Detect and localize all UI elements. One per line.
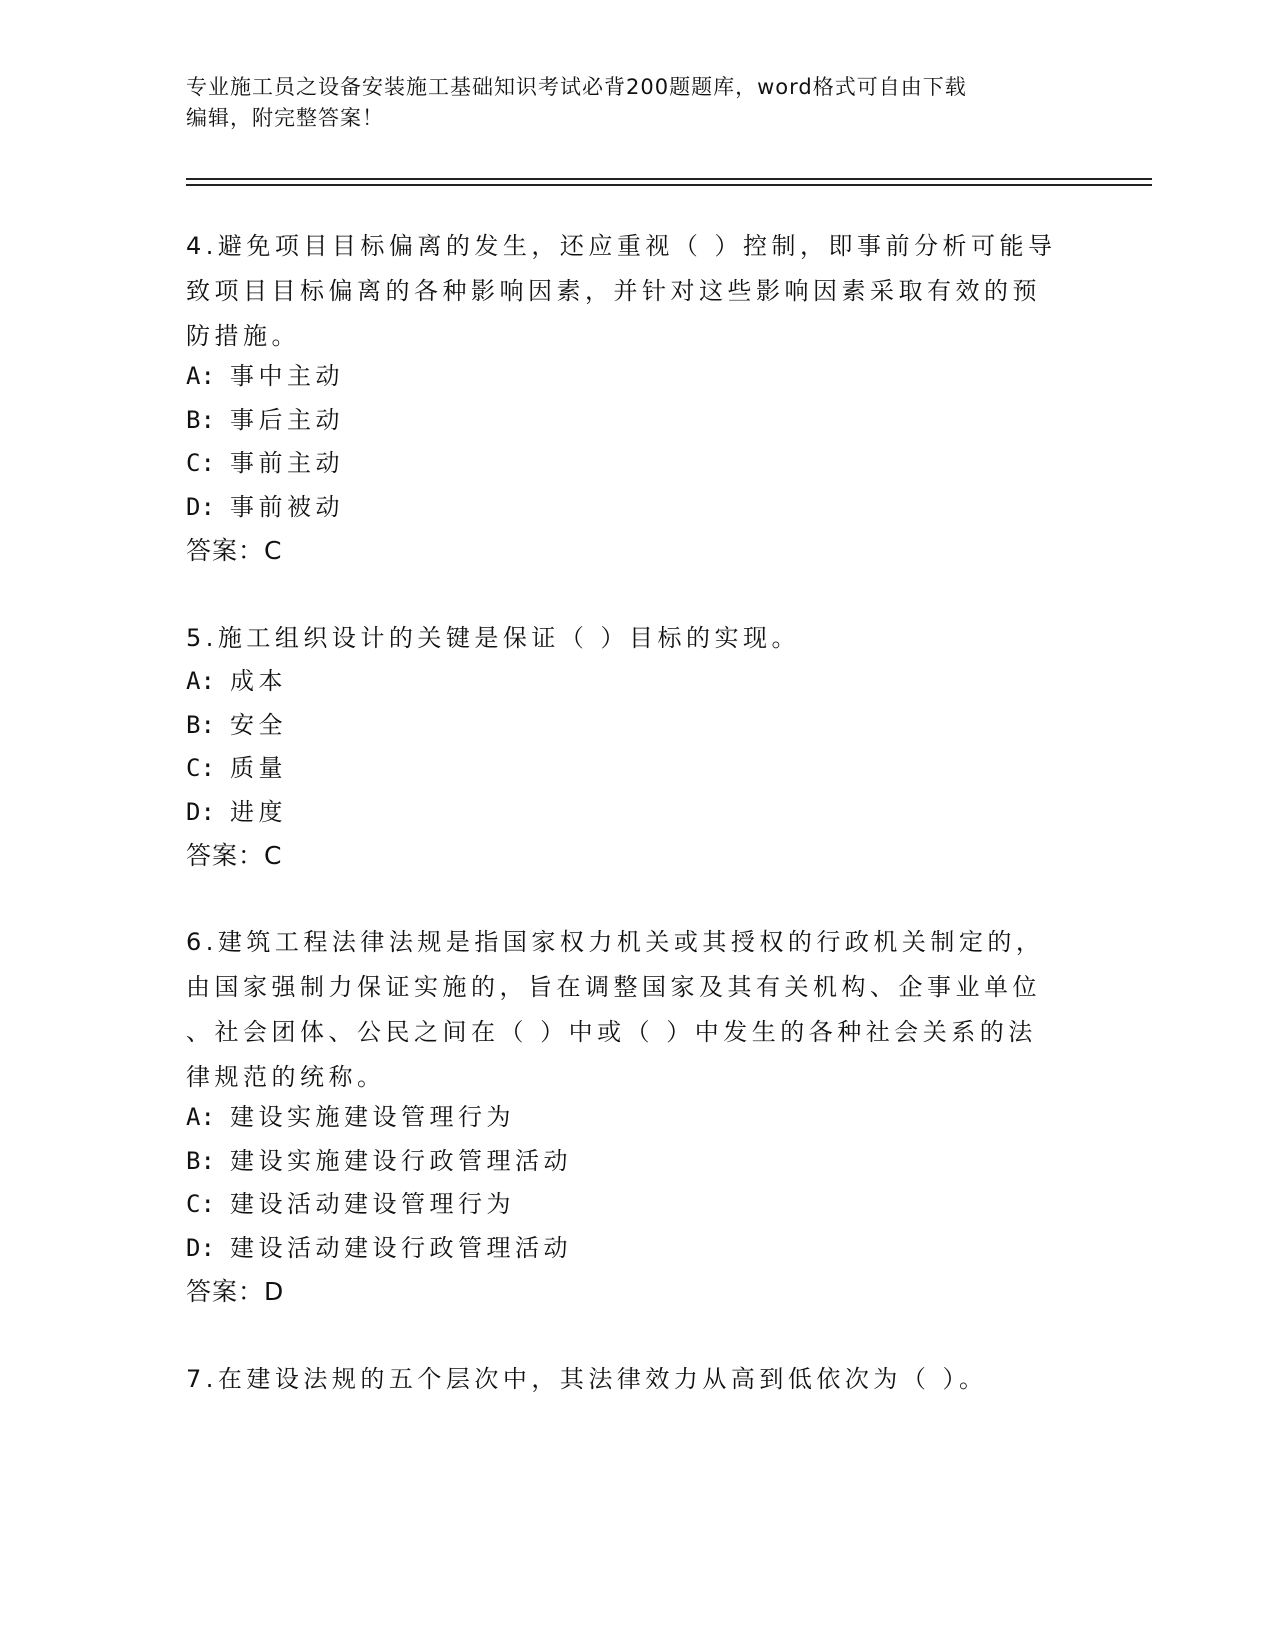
- header-line-2: 编辑，附完整答案！: [186, 106, 384, 130]
- option-label: A:: [186, 362, 215, 390]
- option-text: 成本: [230, 667, 287, 695]
- option-text: 质量: [230, 754, 287, 782]
- question-6-option-b: [186, 1139, 572, 1184]
- option-text: 进度: [230, 798, 287, 826]
- option-label: B:: [186, 711, 215, 739]
- question-line: 致项目目标偏离的各种影响因素，并针对这些影响因素采取有效的预: [186, 277, 1041, 305]
- document-header: [186, 72, 1086, 134]
- question-line: 、社会团体、公民之间在（ ）中或（ ）中发生的各种社会关系的法: [186, 1018, 1037, 1046]
- option-label: D:: [186, 1234, 215, 1262]
- question-5-answer: 答案：C: [186, 841, 283, 870]
- question-6-option-d: [186, 1226, 572, 1271]
- question-line: 防措施。: [186, 322, 300, 350]
- option-label: B:: [186, 1147, 215, 1175]
- question-line: 6.建筑工程法律法规是指国家权力机关或其授权的行政机关制定的，: [186, 928, 1045, 956]
- question-5-text: [186, 616, 1066, 661]
- question-5-option-d: [186, 790, 287, 835]
- question-line: 5.施工组织设计的关键是保证（ ）目标的实现。: [186, 624, 801, 652]
- question-line: 4.避免项目目标偏离的发生，还应重视（ ）控制，即事前分析可能导: [186, 232, 1057, 260]
- option-text: 建设实施建设行政管理活动: [230, 1147, 572, 1175]
- question-line: 7.在建设法规的五个层次中，其法律效力从高到低依次为（ ）。: [186, 1365, 988, 1393]
- option-text: 事前主动: [230, 449, 344, 477]
- question-6-option-a: [186, 1095, 515, 1140]
- question-4-option-d: [186, 485, 344, 530]
- option-text: 事中主动: [230, 362, 344, 390]
- option-label: A:: [186, 667, 215, 695]
- question-6-answer: 答案：D: [186, 1277, 285, 1306]
- option-text: 事后主动: [230, 406, 344, 434]
- option-text: 安全: [230, 711, 287, 739]
- question-5-option-c: [186, 746, 287, 791]
- header-line-1: 专业施工员之设备安装施工基础知识考试必背200题题库，word格式可自由下载: [186, 75, 967, 99]
- option-text: 建设活动建设行政管理活动: [230, 1234, 572, 1262]
- question-6-text: [186, 920, 1066, 1100]
- question-4-option-c: [186, 441, 344, 486]
- option-label: D:: [186, 493, 215, 521]
- question-4-option-a: [186, 354, 344, 399]
- option-label: C:: [186, 754, 215, 782]
- question-line: 由国家强制力保证实施的，旨在调整国家及其有关机构、企事业单位: [186, 973, 1041, 1001]
- question-4-answer: 答案：C: [186, 536, 283, 565]
- option-label: B:: [186, 406, 215, 434]
- question-4-text: [186, 224, 1066, 359]
- option-label: D:: [186, 798, 215, 826]
- option-text: 建设活动建设管理行为: [230, 1190, 515, 1218]
- question-7-text: [186, 1357, 1066, 1402]
- option-label: C:: [186, 449, 215, 477]
- option-label: C:: [186, 1190, 215, 1218]
- question-5-option-b: [186, 703, 287, 748]
- option-text: 事前被动: [230, 493, 344, 521]
- question-6-option-c: [186, 1182, 515, 1227]
- header-divider-top: [186, 178, 1152, 180]
- question-4-option-b: [186, 398, 344, 443]
- option-text: 建设实施建设管理行为: [230, 1103, 515, 1131]
- header-divider-bottom: [186, 184, 1152, 186]
- question-line: 律规范的统称。: [186, 1063, 386, 1091]
- question-5-option-a: [186, 659, 287, 704]
- option-label: A:: [186, 1103, 215, 1131]
